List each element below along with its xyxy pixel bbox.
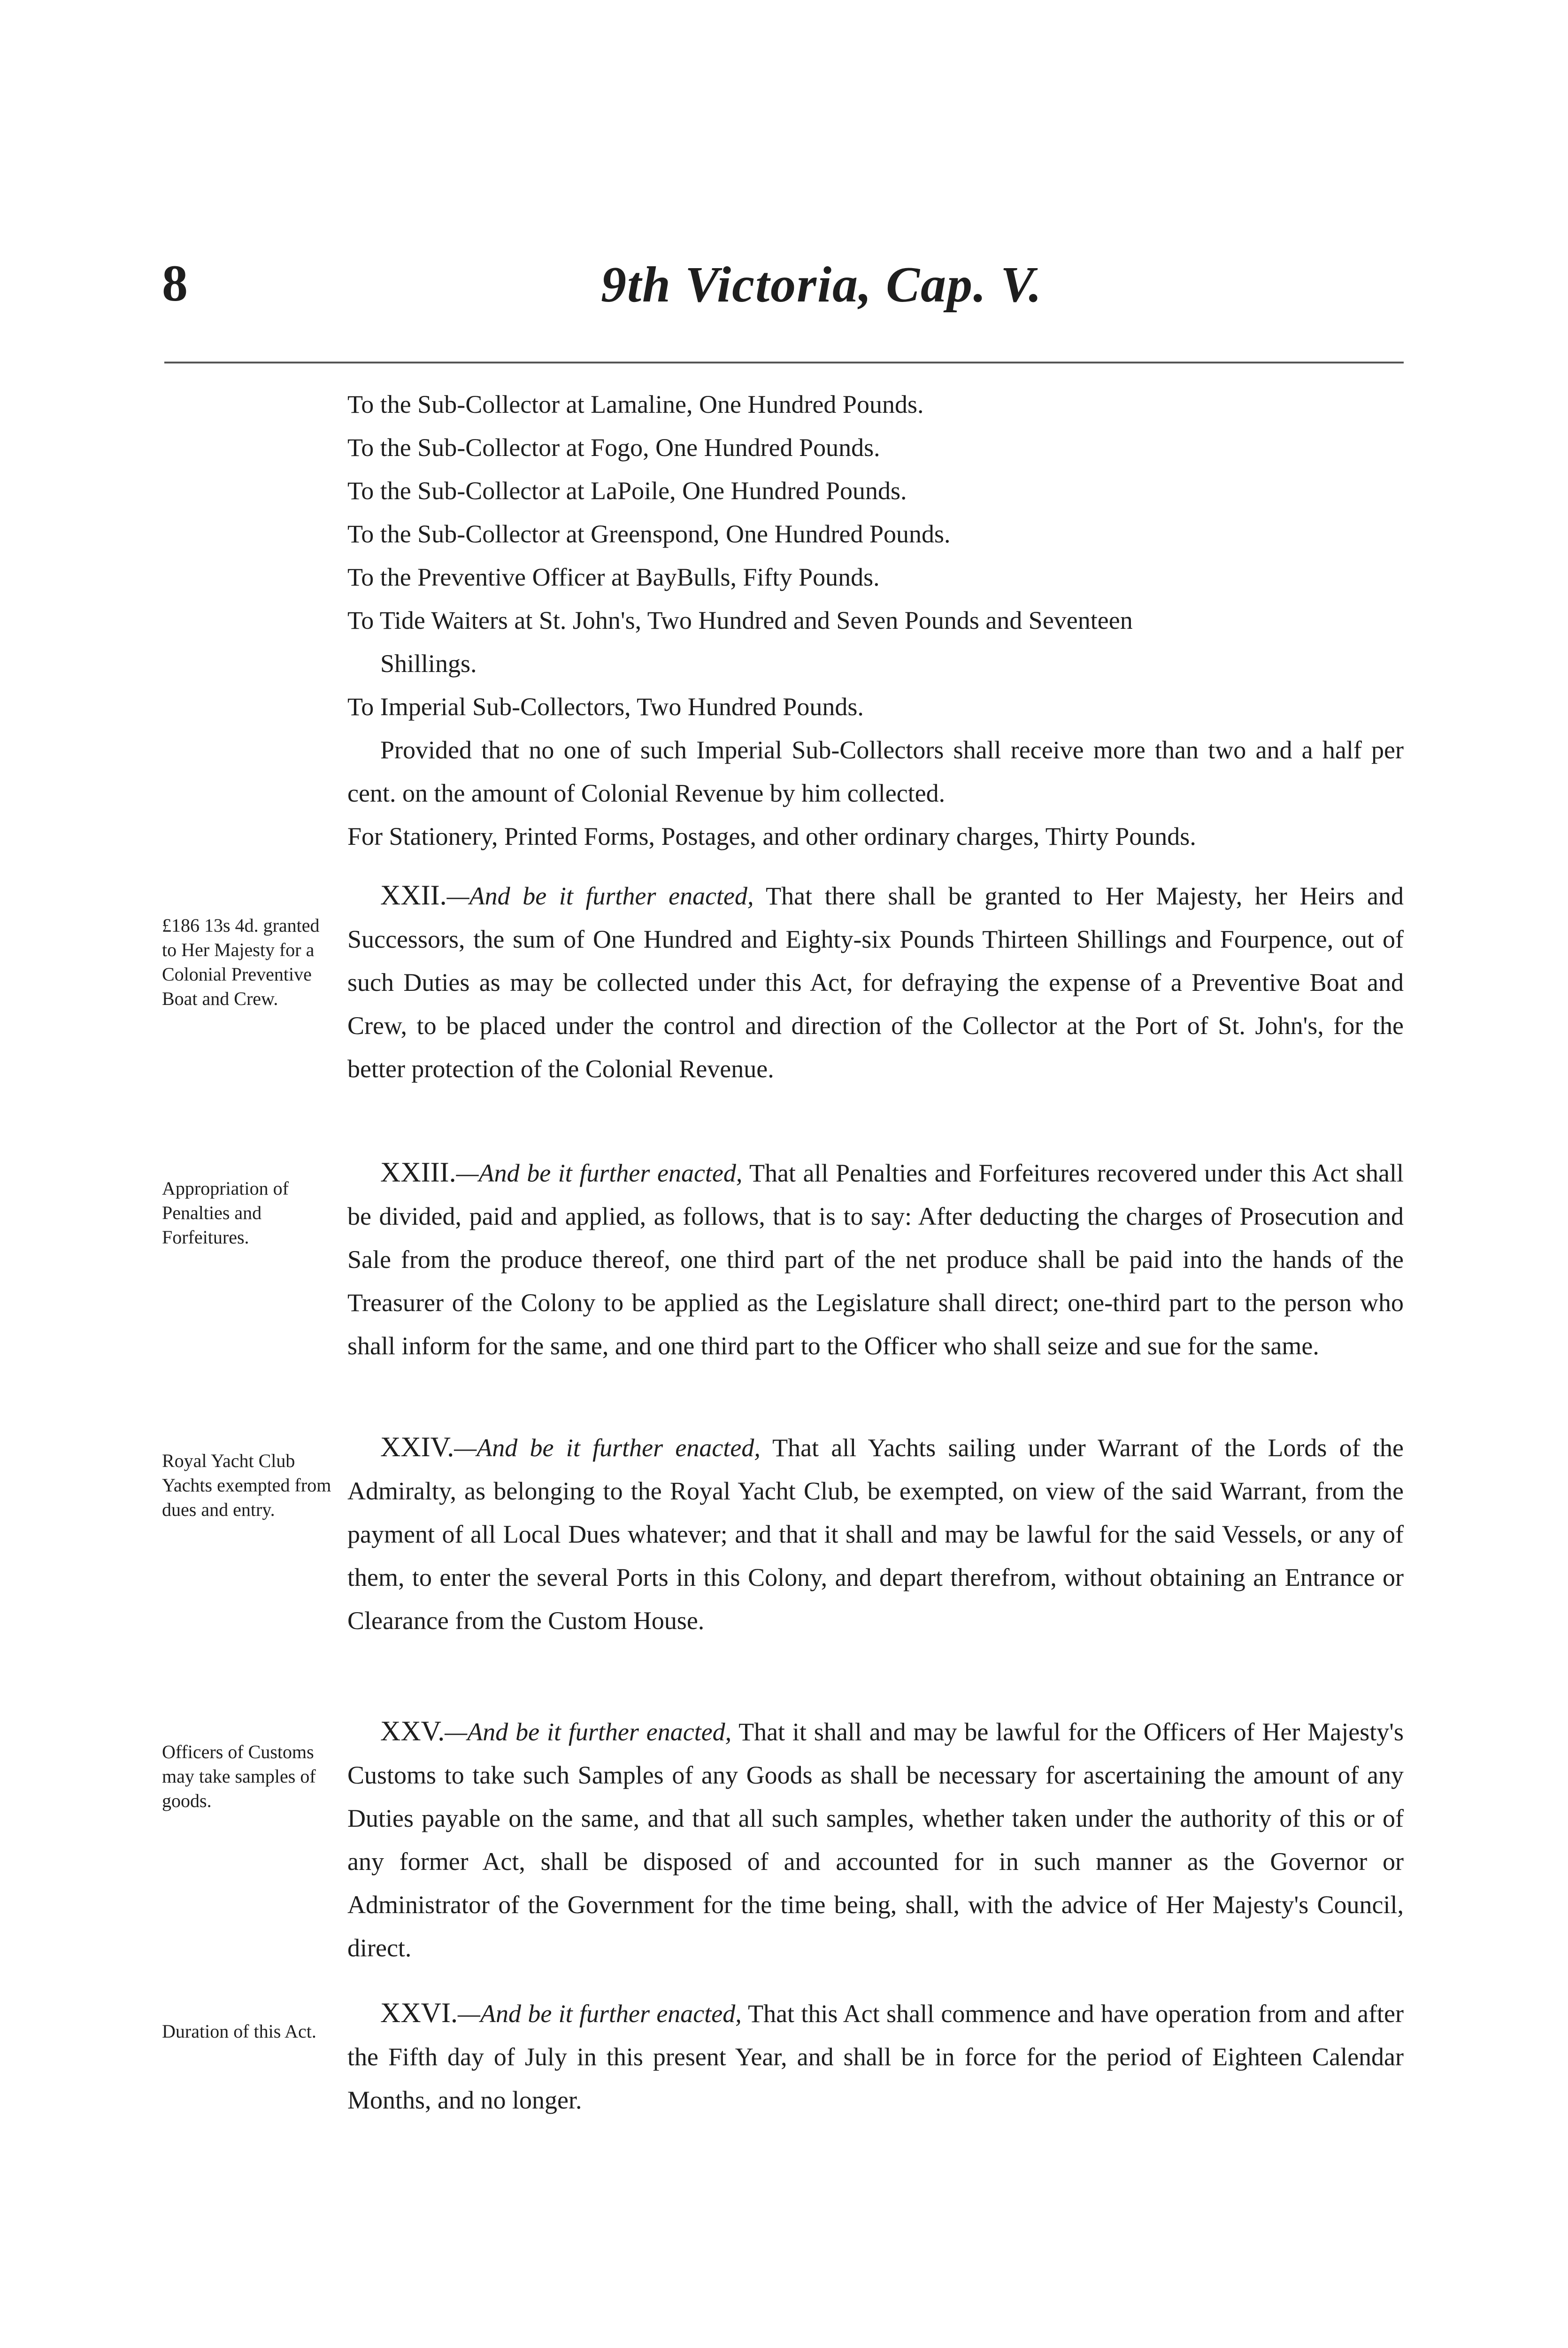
schedule-line: To the Sub-Collector at Fogo, One Hundred Pounds.: [347, 433, 880, 462]
schedule-line: To the Sub-Collector at Greenspond, One Hundred Pounds.: [347, 520, 951, 548]
section-text: That this Act shall commence and have operation from and after the Fifth day of July in this present Year, and shall be in force for the period of Eighteen Calendar Months, and no longer.: [347, 2000, 1404, 2114]
header-rule: [164, 362, 1404, 363]
schedule-line: To Imperial Sub-Collectors, Two Hundred Pounds.: [347, 693, 864, 721]
margin-note-xxvi: Duration of this Act.: [162, 2021, 316, 2042]
schedule-line: To the Preventive Officer at BayBulls, Fifty Pounds.: [347, 563, 880, 591]
proviso-paragraph: Provided that no one of such Imperial Sub-Collectors shall receive more than two and a half per cent. on the amount of Colonial Revenue by him collected.: [347, 736, 1404, 807]
section-xxii: [347, 873, 1404, 1090]
enacting-clause: —And be it further enacted,: [456, 1159, 743, 1187]
margin-note-xxiv: Royal Yacht Club Yachts exempted from dues and entry.: [162, 1450, 331, 1520]
enacting-clause: —And be it further enacted,: [457, 2000, 742, 2028]
running-head: 9th Victoria, Cap. V.: [601, 257, 1043, 313]
enacting-clause: —And be it further enacted,: [445, 1718, 732, 1746]
stationery-line: For Stationery, Printed Forms, Postages, and other ordinary charges, Thirty Pounds.: [347, 822, 1196, 850]
section-text: That it shall and may be lawful for the Officers of Her Majesty's Customs to take such Samples of any Goods as shall be necessary for ascertaining the amount of any Duties payable on the same, and that all such samples, whether taken under the authority of this or of any former Act, shall be disposed of and accounted for in such manner as the Governor or Administrator of the Government for the time being, shall, with the advice of Her Majesty's Council, direct.: [347, 1718, 1404, 1962]
section-text: That all Penalties and Forfeitures recovered under this Act shall be divided, paid and applied, as follows, that is to say: After deducting the charges of Prosecution and Sale from the produce thereof, one third part of the net produce shall be paid into the hands of the Treasurer of the Colony to be applied as the Legislature shall direct; one-third part to the person who shall inform for the same, and one third part to the Officer who shall seize and sue for the same.: [347, 1159, 1404, 1360]
schedule-line: Shillings.: [380, 649, 477, 678]
section-number: XXV.: [380, 1715, 445, 1746]
page-number: 8: [162, 255, 188, 312]
margin-note-xxiii: Appropriation of Penalties and Forfeitures.: [162, 1178, 289, 1248]
margin-note-xxv: Officers of Customs may take samples of goods.: [162, 1741, 316, 1811]
section-xxiv: [347, 1425, 1404, 1642]
section-number: XXVI.: [380, 1997, 458, 2028]
margin-note-xxii: £186 13s 4d. granted to Her Majesty for a Colonial Preventive Boat and Crew.: [162, 915, 320, 1009]
section-text: That all Yachts sailing under Warrant of the Lords of the Admiralty, as belonging to the Royal Yacht Club, be exempted, on view of the said Warrant, from the payment of all Local Dues whatever; and that it shall and may be lawful for the said Vessels, or any of them, to enter the several Ports in this Colony, and depart therefrom, without obtaining an Entrance or Clearance from the Custom House.: [347, 1434, 1404, 1635]
schedule-line: To Tide Waiters at St. John's, Two Hundred and Seven Pounds and Seventeen: [347, 606, 1133, 634]
section-xxiii: [347, 1151, 1404, 1367]
section-xxv: [347, 1709, 1404, 1970]
enacting-clause: —And be it further enacted,: [446, 882, 754, 910]
section-xxvi: [347, 1991, 1404, 2122]
section-text: That there shall be granted to Her Majesty, her Heirs and Successors, the sum of One Hundred and Eighty-six Pounds Thirteen Shillings and Fourpence, out of such Duties as may be collected under this Act, for defraying the expense of a Preventive Boat and Crew, to be placed under the control and direction of the Collector at the Port of St. John's, for the better protection of the Colonial Revenue.: [347, 882, 1404, 1083]
section-number: XXIV.: [380, 1431, 454, 1462]
section-number: XXIII.: [380, 1157, 456, 1188]
enacting-clause: —And be it further enacted,: [454, 1434, 761, 1462]
section-number: XXII.: [380, 880, 447, 911]
schedule-line: To the Sub-Collector at Lamaline, One Hundred Pounds.: [347, 390, 924, 418]
salary-schedule: [347, 383, 1404, 858]
schedule-line: To the Sub-Collector at LaPoile, One Hundred Pounds.: [347, 477, 907, 505]
